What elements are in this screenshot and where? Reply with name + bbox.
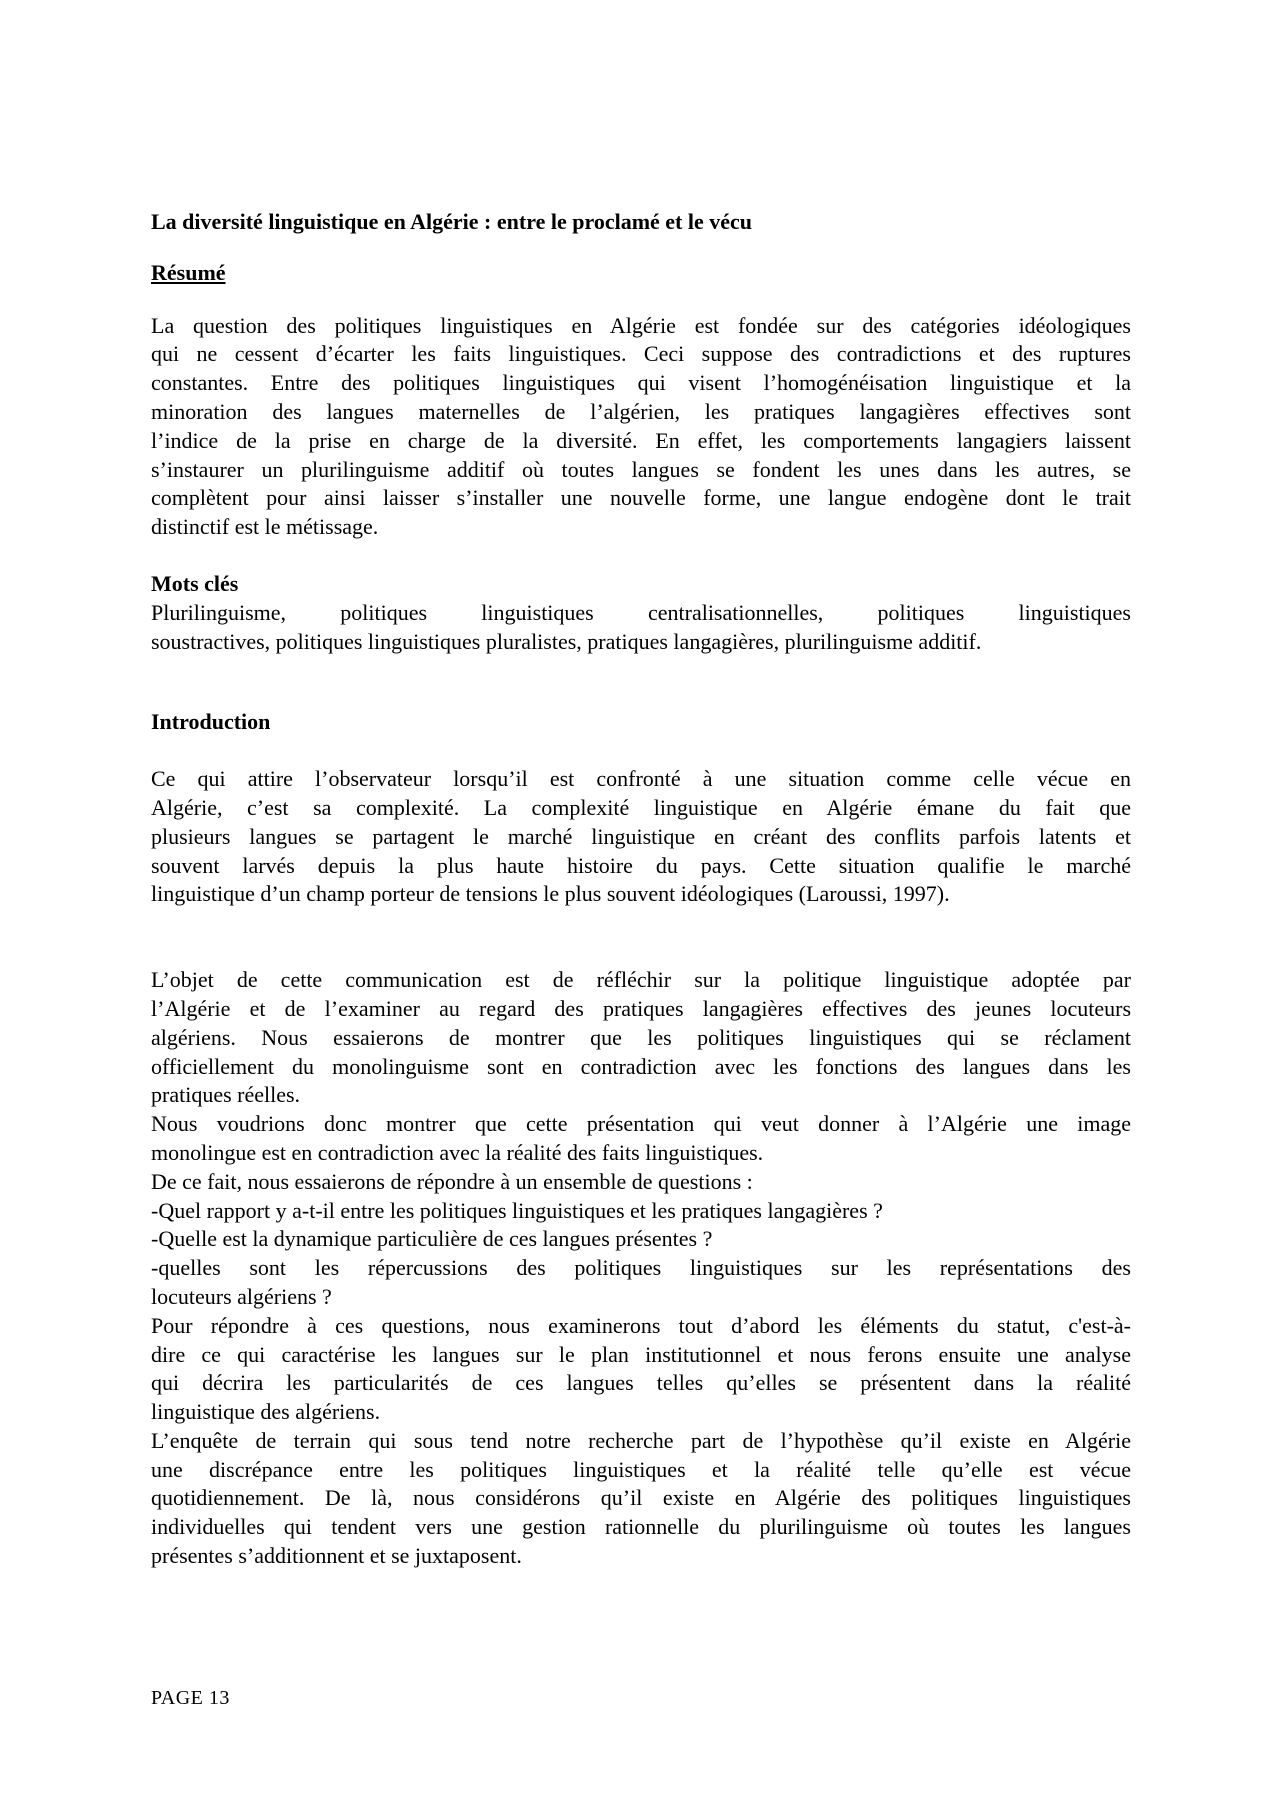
intro-paragraph-2 [151,966,1131,1110]
text-line: locuteurs algériens ? [151,1283,332,1309]
text-line: officiellement du monolinguisme sont en contradiction avec les fonctions des langues dans les [151,1053,1131,1079]
intro-paragraph-1 [151,765,1131,909]
question-3 [151,1254,1131,1312]
text-line: L’objet de cette communication est de réfléchir sur la politique linguistique adoptée par [151,967,1131,993]
text-line: monolingue est en contradiction avec la réalité des faits linguistiques. [151,1139,764,1165]
document-title: La diversité linguistique en Algérie : entre le proclamé et le vécu [151,209,753,234]
question-1 [151,1197,1131,1226]
text-line: La question des politiques linguistiques en Algérie est fondée sur des catégories idéologiques [151,312,1131,338]
text-line: plusieurs langues se partagent le marché linguistique en créant des conflits parfois latents et [151,823,1131,849]
mots-cles-heading: Mots clés [151,570,239,596]
text-line: Ce qui attire l’observateur lorsqu’il est confronté à une situation comme celle vécue en [151,766,1131,792]
text-line: souvent larvés depuis la plus haute histoire du pays. Cette situation qualifie le marché [151,852,1131,878]
text-line: dire ce qui caractérise les langues sur le plan institutionnel et nous ferons ensuite une analyse [151,1341,1131,1367]
mots-cles-paragraph [151,599,1131,657]
text-line: qui décrira les particularités de ces langues telles qu’elles se présentent dans la réalité [151,1370,1131,1396]
intro-paragraph-6 [151,1427,1131,1571]
text-line: complètent pour ainsi laisser s’installer une nouvelle forme, une langue endogène dont le trait [151,485,1131,511]
text-line: -Quel rapport y a-t-il entre les politiques linguistiques et les pratiques langagières ? [151,1197,883,1223]
text-line: minoration des langues maternelles de l’algérien, les pratiques langagières effectives sont [151,398,1131,424]
text-line: Algérie, c’est sa complexité. La complexité linguistique en Algérie émane du fait que [151,794,1131,820]
resume-paragraph [151,312,1131,542]
text-line: algériens. Nous essaierons de montrer que les politiques linguistiques qui se réclament [151,1024,1131,1050]
text-line: quotidiennement. De là, nous considérons qu’il existe en Algérie des politiques linguistiques [151,1485,1131,1511]
intro-paragraph-3 [151,1110,1131,1168]
intro-paragraph-4 [151,1168,1131,1197]
text-line: individuelles qui tendent vers une gestion rationnelle du plurilinguisme où toutes les langues [151,1514,1131,1540]
text-line: l’Algérie et de l’examiner au regard des pratiques langagières effectives des jeunes locuteurs [151,995,1131,1021]
intro-paragraph-5 [151,1312,1131,1427]
text-line: constantes. Entre des politiques linguistiques qui visent l’homogénéisation linguistique et la [151,370,1131,396]
text-line: Nous voudrions donc montrer que cette présentation qui veut donner à l’Algérie une image [151,1111,1131,1137]
text-line: De ce fait, nous essaierons de répondre à un ensemble de questions : [151,1168,753,1194]
text-line: distinctif est le métissage. [151,514,379,540]
text-line: L’enquête de terrain qui sous tend notre recherche part de l’hypothèse qu’il existe en Algérie [151,1427,1131,1453]
text-line: s’instaurer un plurilinguisme additif où toutes langues se fondent les unes dans les autres, se [151,456,1131,482]
text-line: l’indice de la prise en charge de la diversité. En effet, les comportements langagiers laissent [151,427,1131,453]
text-line: linguistique des algériens. [151,1399,381,1425]
text-line: pratiques réelles. [151,1082,301,1108]
resume-heading: Résumé [151,259,226,285]
text-line: une discrépance entre les politiques linguistiques et la réalité telle qu’elle est vécue [151,1456,1131,1482]
text-line: Pour répondre à ces questions, nous examinerons tout d’abord les éléments du statut, c'est-à- [151,1312,1131,1338]
text-line: -quelles sont les répercussions des politiques linguistiques sur les représentations des [151,1255,1131,1281]
text-line: soustractives, politiques linguistiques pluralistes, pratiques langagières, plurilinguisme additif. [151,628,982,654]
document-page [151,208,1131,1571]
introduction-heading: Introduction [151,709,271,735]
text-line: linguistique d’un champ porteur de tensions le plus souvent idéologiques (Laroussi, 1997). [151,881,950,907]
text-line: Plurilinguisme, politiques linguistiques centralisationnelles, politiques linguistiques [151,599,1131,625]
text-line: qui ne cessent d’écarter les faits linguistiques. Ceci suppose des contradictions et des ruptures [151,341,1131,367]
page-number: PAGE 13 [151,1687,230,1709]
text-line: -Quelle est la dynamique particulière de ces langues présentes ? [151,1226,713,1252]
question-2 [151,1225,1131,1254]
text-line: présentes s’additionnent et se juxtaposent. [151,1543,522,1569]
